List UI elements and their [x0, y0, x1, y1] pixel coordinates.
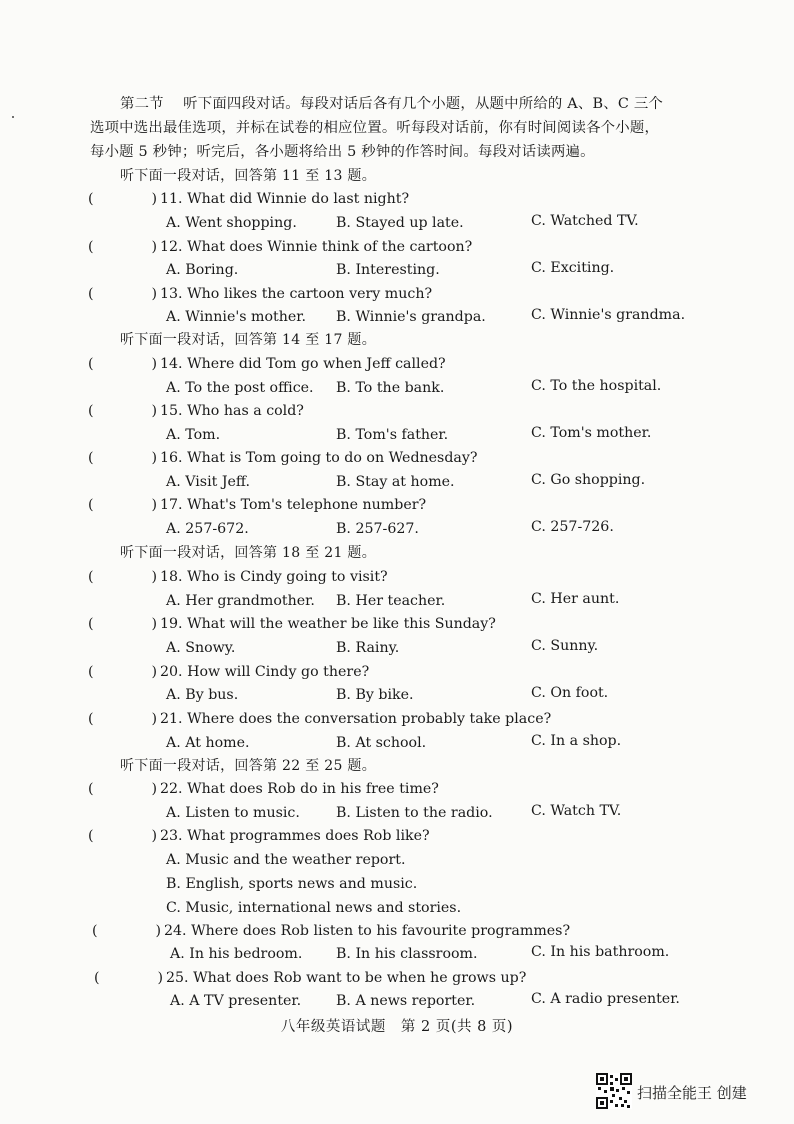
- question-12: [88, 238, 472, 256]
- section-header: 第二节: [120, 96, 164, 112]
- option-a: A. In his bedroom.: [170, 946, 303, 962]
- option-c: C. Watched TV.: [531, 213, 639, 229]
- question-stem: 17. What's Tom's telephone number?: [160, 497, 427, 513]
- option-b: B. A news reporter.: [336, 993, 476, 1009]
- option-c: C. Watch TV.: [531, 803, 622, 819]
- answer-blank[interactable]: ( ): [94, 970, 164, 986]
- answer-blank[interactable]: ( ): [88, 450, 158, 466]
- intro-line-1: 听下面四段对话。每段对话后各有几个小题，从题中所给的 A、B、C 三个: [183, 96, 664, 112]
- question-18: [88, 568, 388, 586]
- answer-blank[interactable]: ( ): [92, 923, 162, 939]
- option-a: A. Her grandmother.: [166, 593, 315, 609]
- option-c: C. On foot.: [531, 685, 609, 701]
- answer-blank[interactable]: ( ): [88, 403, 158, 419]
- question-21: [88, 710, 551, 728]
- option-c: C. Exciting.: [531, 260, 615, 276]
- question-22: [88, 780, 439, 798]
- question-stem: 11. What did Winnie do last night?: [160, 191, 410, 207]
- answer-blank[interactable]: ( ): [88, 497, 158, 513]
- option-b: B. Rainy.: [336, 640, 400, 656]
- answer-blank[interactable]: ( ): [88, 356, 158, 372]
- option-a: A. Music and the weather report.: [166, 852, 406, 868]
- option-c: C. Tom's mother.: [531, 425, 652, 441]
- question-16: [88, 449, 478, 467]
- answer-blank[interactable]: ( ): [88, 664, 158, 680]
- question-stem: 25. What does Rob want to be when he grows up?: [166, 970, 527, 986]
- answer-blank[interactable]: ( ): [88, 711, 158, 727]
- option-b: B. To the bank.: [336, 380, 445, 396]
- dialogue-instruction: 听下面一段对话，回答第 11 至 13 题。: [120, 168, 377, 184]
- question-stem: 24. Where does Rob listen to his favourite programmes?: [164, 923, 571, 939]
- intro-line-2: 选项中选出最佳选项，并标在试卷的相应位置。听每段对话前，你有时间阅读各个小题，: [90, 120, 660, 136]
- question-stem: 16. What is Tom going to do on Wednesday?: [160, 450, 478, 466]
- option-b: B. 257-627.: [336, 521, 419, 537]
- scanner-watermark: 扫描全能王 创建: [637, 1084, 747, 1102]
- option-b: B. Tom's father.: [336, 427, 449, 443]
- option-b: B. At school.: [336, 735, 427, 751]
- option-b: B. Her teacher.: [336, 593, 446, 609]
- option-a: A. Went shopping.: [166, 215, 297, 231]
- question-stem: 13. Who likes the cartoon very much?: [160, 286, 433, 302]
- question-stem: 20. How will Cindy go there?: [160, 664, 370, 680]
- answer-blank[interactable]: ( ): [88, 616, 158, 632]
- option-a: A. Snowy.: [166, 640, 236, 656]
- question-20: [88, 663, 369, 681]
- question-14: [88, 355, 446, 373]
- option-a: A. By bus.: [166, 687, 239, 703]
- question-stem: 19. What will the weather be like this Sunday?: [160, 616, 496, 632]
- answer-blank[interactable]: ( ): [88, 828, 158, 844]
- question-stem: 18. Who is Cindy going to visit?: [160, 569, 388, 585]
- question-25: [94, 969, 526, 987]
- option-c: C. In a shop.: [531, 733, 622, 749]
- option-c: C. Music, international news and stories.: [166, 900, 462, 916]
- option-b: B. In his classroom.: [336, 946, 478, 962]
- dialogue-instruction: 听下面一段对话，回答第 18 至 21 题。: [120, 545, 377, 561]
- option-b: B. Winnie's grandpa.: [336, 309, 486, 325]
- option-c: C. Sunny.: [531, 638, 599, 654]
- answer-blank[interactable]: ( ): [88, 286, 158, 302]
- answer-blank[interactable]: ( ): [88, 569, 158, 585]
- section-intro: [120, 95, 663, 113]
- question-11: [88, 190, 409, 208]
- option-b: B. Listen to the radio.: [336, 805, 493, 821]
- page-footer: 八年级英语试题 第 2 页(共 8 页): [280, 1019, 514, 1035]
- option-c: C. 257-726.: [531, 519, 614, 535]
- option-c: C. Go shopping.: [531, 472, 646, 488]
- option-b: B. English, sports news and music.: [166, 876, 418, 892]
- option-b: B. Stay at home.: [336, 474, 455, 490]
- answer-blank[interactable]: ( ): [88, 239, 158, 255]
- option-b: B. By bike.: [336, 687, 414, 703]
- qr-code-icon: [596, 1073, 632, 1109]
- question-stem: 22. What does Rob do in his free time?: [160, 781, 439, 797]
- option-c: C. To the hospital.: [531, 378, 662, 394]
- answer-blank[interactable]: ( ): [88, 191, 158, 207]
- option-a: A. 257-672.: [166, 521, 249, 537]
- option-b: B. Interesting.: [336, 262, 440, 278]
- question-stem: 15. Who has a cold?: [160, 403, 304, 419]
- dialogue-instruction: 听下面一段对话，回答第 14 至 17 题。: [120, 332, 377, 348]
- question-13: [88, 285, 432, 303]
- dialogue-instruction: 听下面一段对话，回答第 22 至 25 题。: [120, 758, 377, 774]
- option-a: A. Visit Jeff.: [166, 474, 250, 490]
- question-17: [88, 496, 426, 514]
- option-a: A. Listen to music.: [166, 805, 300, 821]
- option-b: B. Stayed up late.: [336, 215, 464, 231]
- question-15: [88, 402, 304, 420]
- option-a: A. Boring.: [166, 262, 239, 278]
- option-a: A. To the post office.: [166, 380, 314, 396]
- question-24: [92, 922, 570, 940]
- scan-speck: [12, 116, 14, 118]
- option-a: A. At home.: [166, 735, 250, 751]
- question-23: [88, 827, 430, 845]
- option-a: A. A TV presenter.: [170, 993, 302, 1009]
- question-stem: 21. Where does the conversation probably take place?: [160, 711, 552, 727]
- question-19: [88, 615, 496, 633]
- question-stem: 12. What does Winnie think of the cartoon?: [160, 239, 473, 255]
- question-stem: 14. Where did Tom go when Jeff called?: [160, 356, 446, 372]
- option-c: C. Her aunt.: [531, 591, 620, 607]
- option-c: C. In his bathroom.: [531, 944, 670, 960]
- option-c: C. Winnie's grandma.: [531, 307, 686, 323]
- question-stem: 23. What programmes does Rob like?: [160, 828, 430, 844]
- answer-blank[interactable]: ( ): [88, 781, 158, 797]
- option-a: A. Tom.: [166, 427, 221, 443]
- option-a: A. Winnie's mother.: [166, 309, 306, 325]
- option-c: C. A radio presenter.: [531, 991, 680, 1007]
- intro-line-3: 每小题 5 秒钟；听完后，各小题将给出 5 秒钟的作答时间。每段对话读两遍。: [90, 144, 595, 160]
